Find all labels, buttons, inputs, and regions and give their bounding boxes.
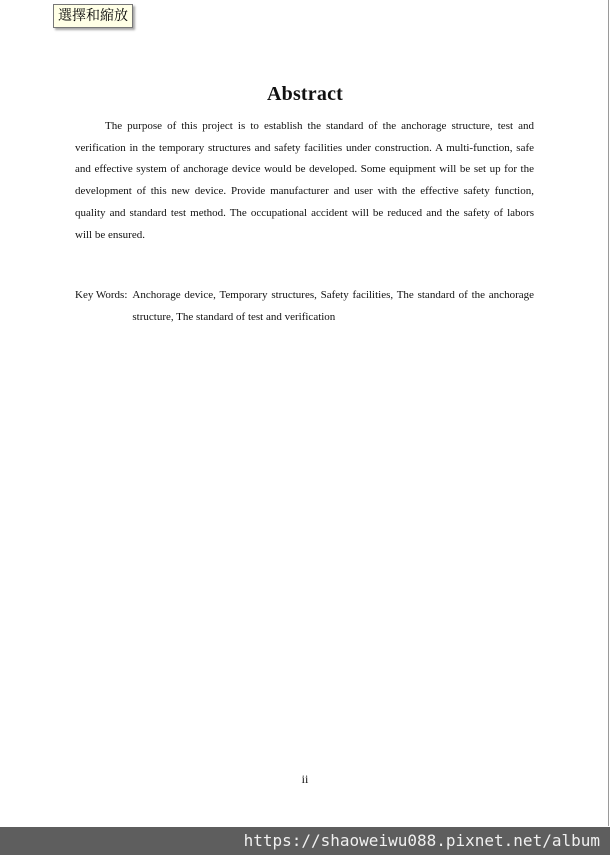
abstract-paragraph: The purpose of this project is to establish the standard of the anchorage structure, test and verification in the temporary structures and safety facilities under construction. A multi-function, safe and effective system of anchorage device would be developed. Some equipment will be set up for the development of this new device. Provide manufacturer and user with the effective safety function, quality and standard test method. The occupational accident will be reduced and the safety of labors will be ensured. bbox=[75, 120, 534, 241]
page-number: ii bbox=[301, 772, 309, 786]
abstract-title: Abstract bbox=[266, 83, 344, 105]
select-zoom-tooltip: 選擇和縮放 bbox=[53, 4, 133, 28]
keywords-list: Anchorage device, Temporary structures, Safety facilities, The standard of the anchorage structure, The standard of test and verification bbox=[132, 289, 534, 323]
watermark-bar bbox=[0, 827, 610, 855]
watermark-url: https://shaoweiwu088.pixnet.net/album bbox=[243, 831, 600, 850]
keywords-section bbox=[75, 285, 534, 328]
keywords-label: Key Words: bbox=[75, 289, 128, 301]
